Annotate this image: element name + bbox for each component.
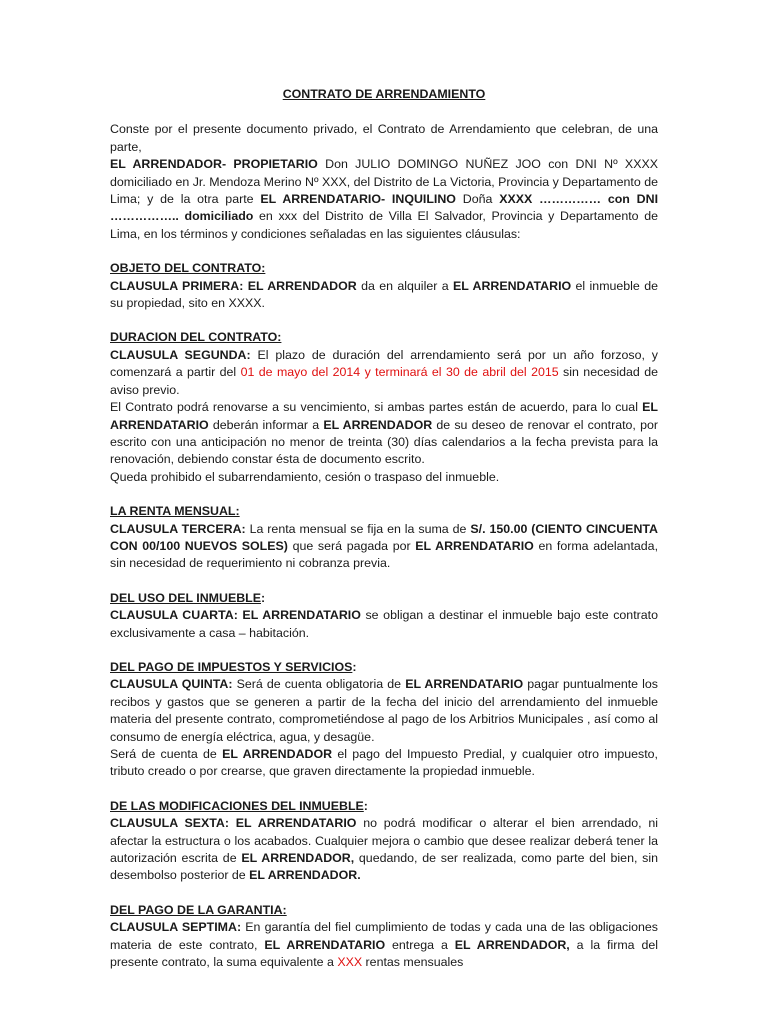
rent-amount: S/. 150.00 (CIENTO CINCUENTA CON 00/100 NUEVOS SOLES)	[110, 521, 658, 553]
heading-text: DEL USO DEL INMUEBLE	[110, 590, 261, 605]
clause-text: se obligan a destinar el inmueble bajo este contrato exclusivamente a casa – habitación.	[110, 608, 658, 640]
clause-sexta	[110, 815, 658, 885]
clause-label: CLAUSULA SEGUNDA:	[110, 347, 251, 362]
intro-text-4: en xxx del Distrito de Villa El Salvador, Provincia y Departamento de Lima, en los términos y condiciones señaladas en las siguientes cláusulas:	[110, 209, 659, 241]
clause-text: rentas mensuales	[362, 955, 464, 970]
clause-cuarta	[110, 607, 658, 642]
clause-label: CLAUSULA QUINTA:	[110, 677, 233, 692]
section-heading-garantia: DEL PAGO DE LA GARANTIA:	[110, 902, 287, 917]
section-heading-uso	[110, 590, 658, 607]
section-heading-objeto: OBJETO DEL CONTRATO:	[110, 261, 266, 276]
clause-text: El plazo de duración del arrendamiento será por un año forzoso, y comenzará a partir del	[110, 347, 658, 380]
clause-text: Será de cuenta obligatoria de	[232, 677, 406, 692]
clause-label: CLAUSULA PRIMERA: EL ARRENDADOR	[110, 278, 357, 293]
clause-text: quedando, de ser realizada, como parte del bien, sin desembolso posterior de	[110, 851, 658, 883]
heading-colon: :	[352, 659, 357, 674]
tenant-name: XXXX …………… con DNI …………….. domiciliado	[110, 192, 659, 224]
party-name: EL ARRENDADOR,	[241, 851, 355, 866]
clause-text: Será de cuenta de	[110, 747, 223, 761]
clause-text: El Contrato podrá renovarse a su vencimiento, si ambas partes están de acuerdo, para lo cual	[110, 400, 643, 415]
clause-text: de su deseo de renovar el contrato, por escrito con una anticipación no menor de treinta (30) días calendarios a la fecha prevista para la renovación, debiendo constar ésta de documento escrito.	[110, 417, 658, 467]
clause-septima	[110, 919, 658, 971]
clause-text: no podrá modificar o alterar el bien arrendado, ni afectar la estructura o los acabados. Cualquier mejora o cambio que desee realizar deberá tener la autorización escrita de	[110, 816, 658, 866]
party-name: EL ARRENDATARIO	[405, 677, 524, 692]
party-name: EL ARRENDATARIO	[415, 538, 534, 553]
party-name: EL ARRENDADOR	[222, 747, 333, 761]
intro-text-3: Doña	[455, 192, 500, 207]
clause-text: el pago del Impuesto Predial, y cualquier otro impuesto, tributo creado o por crearse, que graven directamente la propiedad inmueble.	[110, 747, 658, 779]
section-heading-duracion: DURACION DEL CONTRATO:	[110, 330, 282, 345]
intro-paragraph	[110, 121, 658, 243]
clause-segunda	[110, 347, 658, 486]
party-name: EL ARRENDATARIO	[110, 400, 658, 432]
intro-text-2: Don JULIO DOMINGO NUÑEZ JOO con DNI Nº XXXX domiciliado en Jr. Mendoza Merino Nº XXX, del Distrito de La Victoria, Provincia y Departamento de Lima; y de la otra parte	[110, 157, 658, 207]
clause-quinta	[110, 676, 658, 780]
clause-label: CLAUSULA SEXTA: EL ARRENDATARIO	[110, 816, 357, 831]
clause-text: En garantía del fiel cumplimiento de todas y cada una de las obligaciones materia de este contrato,	[110, 920, 658, 952]
section-heading-modificaciones	[110, 798, 658, 815]
clause-label: CLAUSULA TERCERA:	[110, 521, 246, 536]
clause-primera	[110, 278, 658, 313]
clause-text: Queda prohibido el subarrendamiento, cesión o traspaso del inmueble.	[110, 469, 500, 484]
tenant-label: EL ARRENDATARIO- INQUILINO	[260, 192, 456, 207]
clause-label: CLAUSULA SEPTIMA:	[110, 920, 242, 935]
clause-text: deberán informar a	[208, 417, 324, 432]
heading-text: DE LAS MODIFICACIONES DEL INMUEBLE	[110, 798, 364, 813]
clause-text: en forma adelantada, sin necesidad de requerimiento ni cobranza previa.	[110, 538, 659, 571]
clause-text: sin necesidad de aviso previo.	[110, 365, 658, 397]
clause-text: da en alquiler a	[356, 278, 453, 293]
clause-text: el inmueble de su propiedad, sito en XXXX.	[110, 278, 658, 311]
intro-text-1: Conste por el presente documento privado, el Contrato de Arrendamiento que celebran, de una parte,	[110, 122, 658, 154]
party-name: EL ARRENDADOR.	[249, 868, 361, 883]
party-name: EL ARRENDADOR,	[454, 937, 570, 952]
guarantee-amount: XXX	[337, 955, 363, 970]
clause-label: CLAUSULA CUARTA: EL ARRENDATARIO	[110, 608, 361, 623]
clause-text: entrega a	[385, 937, 455, 952]
section-heading-renta: LA RENTA MENSUAL:	[110, 504, 240, 519]
clause-text: que será pagada por	[287, 538, 416, 553]
contract-dates: 01 de mayo del 2014 y terminará el 30 de abril del 2015	[240, 365, 559, 380]
heading-colon: :	[363, 798, 368, 813]
document-title: CONTRATO DE ARRENDAMIENTO	[282, 87, 486, 101]
party-name: EL ARRENDADOR	[323, 417, 433, 432]
clause-text: pagar puntualmente los recibos y gastos que se generen a partir de la fecha del inicio del arrendamiento del inmueble materia del presente contrato, comprometiéndose al pago de los Arbitrios Municipales , así como al consumo de energía eléctrica, agua, y desagüe.	[110, 677, 658, 744]
party-name: EL ARRENDATARIO	[264, 937, 386, 952]
heading-colon: :	[261, 590, 266, 605]
party-name: EL ARRENDATARIO	[452, 278, 572, 293]
clause-text: a la firma del presente contrato, la suma equivalente a	[110, 937, 658, 970]
heading-text: DEL PAGO DE IMPUESTOS Y SERVICIOS	[110, 659, 353, 674]
clause-tercera	[110, 521, 658, 573]
landlord-label: EL ARRENDADOR- PROPIETARIO	[110, 157, 318, 172]
section-heading-impuestos	[110, 659, 658, 676]
clause-text: La renta mensual se fija en la suma de	[245, 521, 471, 536]
